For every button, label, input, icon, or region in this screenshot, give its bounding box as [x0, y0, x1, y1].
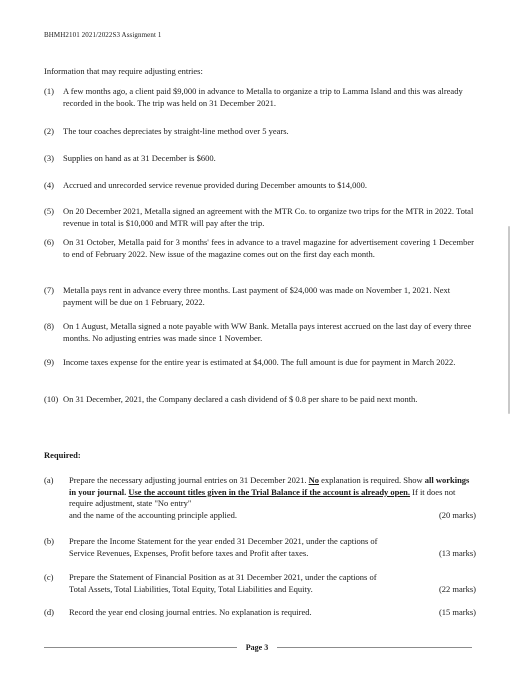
requirement-body [69, 475, 469, 508]
requirement-emphasis: all workings in your journal. [69, 475, 470, 497]
page-number: Page 3 [245, 643, 269, 652]
requirement-last-line [69, 607, 476, 619]
item-number: (6) [44, 237, 54, 247]
requirement-part: If it does not require adjustment, state "No entry" [69, 486, 456, 508]
list-item [44, 206, 474, 229]
requirement-number: (c) [44, 572, 54, 582]
requirement-last-line [69, 548, 476, 560]
requirement-part: Record the year end closing journal entries. No explanation is required. [69, 607, 312, 617]
marks-label: (15 marks) [438, 607, 476, 617]
requirement-emphasis: Use the account titles given in the Trial Balance if the account is already open. [128, 486, 411, 497]
list-item [44, 180, 474, 192]
list-item [44, 153, 474, 165]
requirement-part: Prepare the necessary adjusting journal entries on 31 December 2021. [69, 475, 307, 485]
requirement-body: Prepare the Income Statement for the year ended 31 December 2021, under the captions of [69, 536, 378, 546]
requirement-number: (a) [44, 475, 54, 485]
requirement-c [44, 572, 476, 595]
item-number: (5) [44, 206, 54, 216]
item-text: Metalla pays rent in advance every three months. Last payment of $24,000 was made on November 1, 2021. Next payment will be due on 1 February, 2022. [63, 285, 451, 307]
requirement-a [44, 475, 476, 521]
required-heading: Required: [44, 450, 81, 460]
list-item [44, 357, 474, 369]
item-text: On 1 August, Metalla signed a note payable with WW Bank. Metalla pays interest accrued on the last day of every three months. No adjusting entries was made since 1 November. [63, 321, 472, 343]
item-text: A few months ago, a client paid $9,000 in advance to Metalla to organize a trip to Lamma Island and this was already recorded in the book. The trip was held on 31 December 2021. [63, 86, 463, 108]
requirement-text [69, 475, 476, 521]
requirement-emphasis: No [308, 475, 319, 485]
requirement-text [69, 607, 476, 619]
requirement-d [44, 607, 476, 619]
item-number: (10) [44, 394, 59, 404]
item-number: (9) [44, 357, 54, 367]
item-text: On 20 December 2021, Metalla signed an agreement with the MTR Co. to organize two trips for the MTR in 2022. Total revenue in total is $10,000 and MTR will pay after the trip. [63, 206, 474, 228]
list-item [44, 86, 474, 109]
item-number: (3) [44, 153, 54, 163]
item-text: Income taxes expense for the entire year is estimated at $4,000. The full amount is due for payment in March 2022. [63, 357, 456, 367]
list-item [44, 321, 474, 344]
requirement-number: (b) [44, 536, 54, 546]
list-item [44, 126, 474, 138]
requirement-part: Total Assets, Total Liabilities, Total Equity, Total Liabilities and Equity. [69, 583, 313, 594]
list-item [44, 285, 474, 308]
requirement-text [69, 572, 476, 595]
document-header: BHMH2101 2021/2022S3 Assignment 1 [44, 31, 162, 39]
marks-label: (13 marks) [438, 547, 476, 558]
requirement-number: (d) [44, 607, 54, 617]
requirement-part: Service Revenues, Expenses, Profit before taxes and Profit after taxes. [69, 547, 309, 558]
item-text: On 31 December, 2021, the Company declared a cash dividend of $ 0.8 per share to be paid next month. [63, 394, 418, 404]
item-number: (1) [44, 86, 54, 96]
intro-text: Information that may require adjusting entries: [44, 66, 203, 76]
requirement-last-line [69, 510, 476, 522]
item-number: (7) [44, 285, 54, 295]
scrollbar-thumb[interactable] [508, 226, 510, 414]
list-item [44, 394, 444, 406]
requirement-part: and the name of the accounting principle applied. [69, 509, 238, 520]
item-number: (4) [44, 180, 54, 190]
item-text: Supplies on hand as at 31 December is $600. [63, 153, 216, 163]
requirement-last-line [69, 584, 476, 596]
requirement-text [69, 536, 476, 559]
list-item [44, 237, 474, 260]
marks-label: (20 marks) [438, 509, 476, 520]
item-number: (8) [44, 321, 54, 331]
item-text: On 31 October, Metalla paid for 3 months' fees in advance to a travel magazine for advertisement covering 1 December to end of February 2022. New issue of the magazine comes out on the first day each month. [63, 237, 474, 259]
item-text: The tour coaches depreciates by straight-line method over 5 years. [63, 126, 289, 136]
requirement-b [44, 536, 476, 559]
requirement-body: Prepare the Statement of Financial Position as at 31 December 2021, under the captions of [69, 572, 377, 582]
marks-label: (22 marks) [438, 583, 476, 594]
requirement-part: explanation is required. Show [321, 475, 423, 485]
item-text: Accrued and unrecorded service revenue provided during December amounts to $14,000. [63, 180, 367, 190]
item-number: (2) [44, 126, 54, 136]
